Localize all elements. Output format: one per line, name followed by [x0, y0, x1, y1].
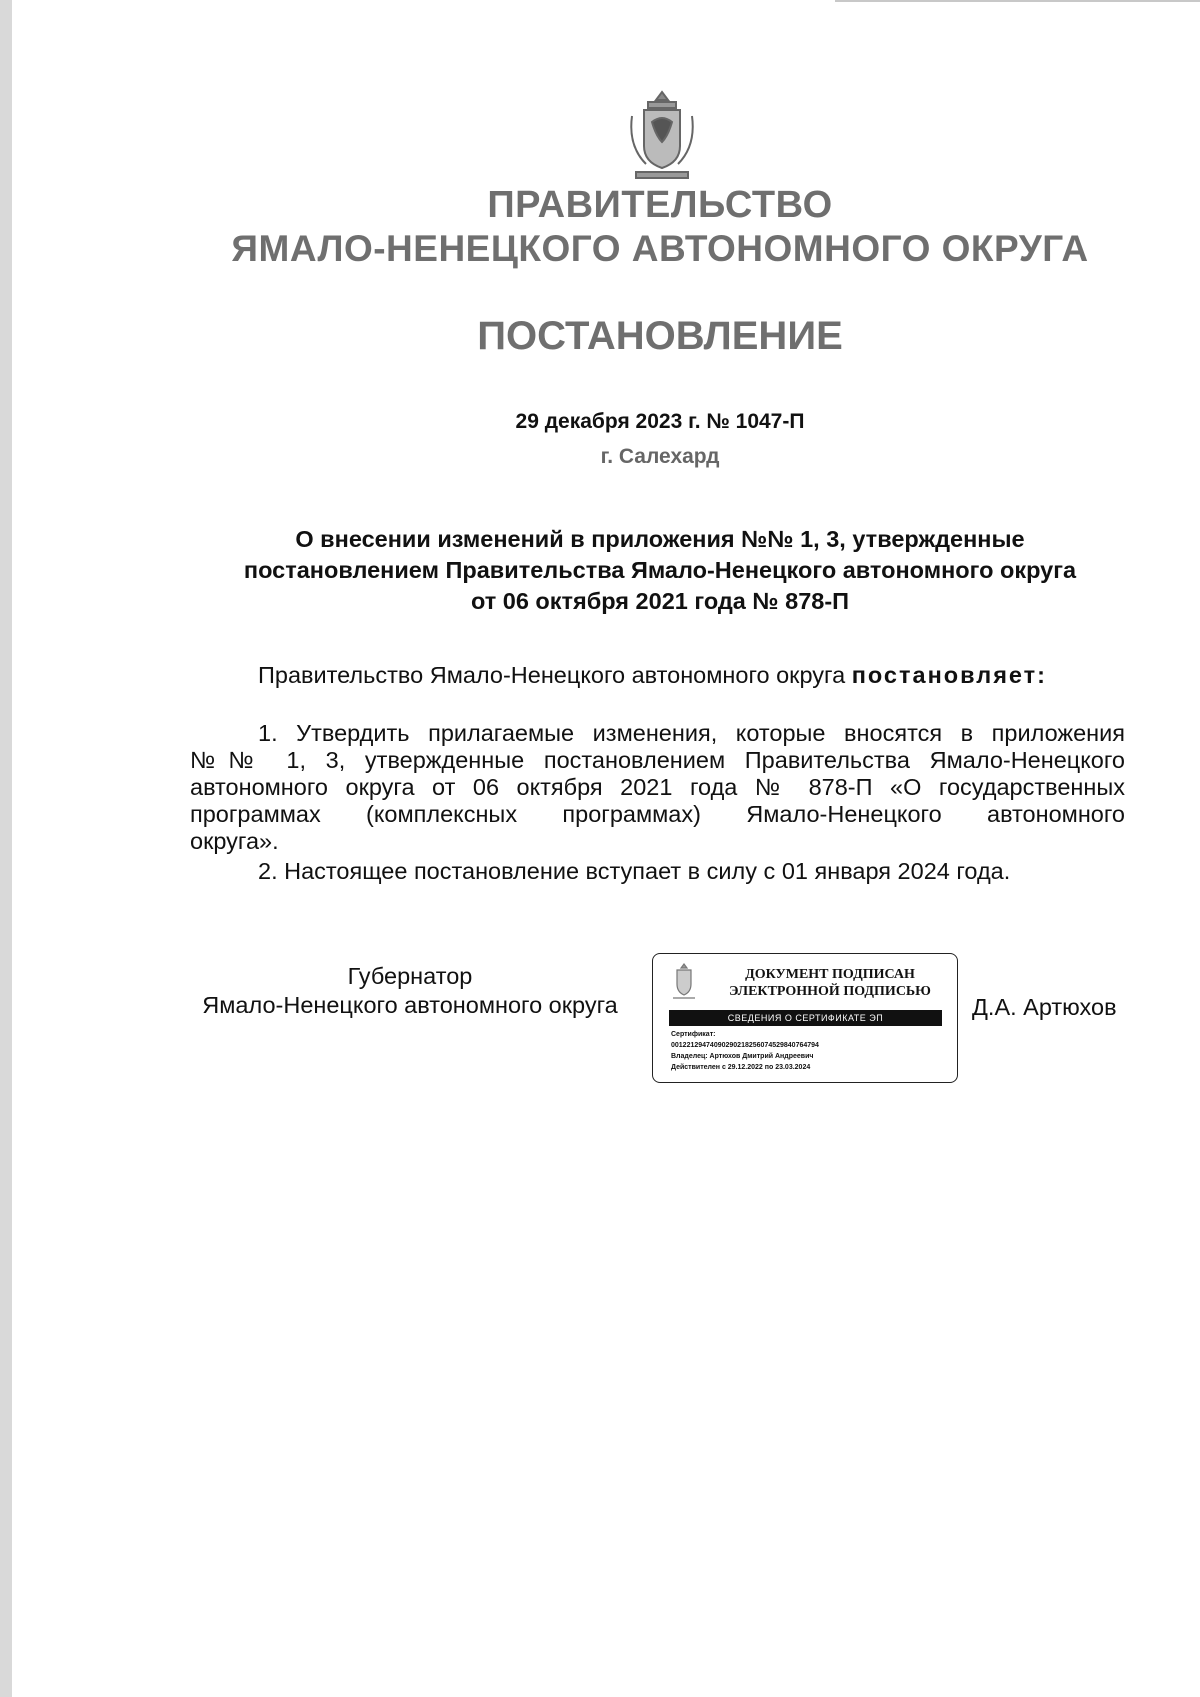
- stamp-title-line1: ДОКУМЕНТ ПОДПИСАН: [745, 967, 915, 982]
- document-type-heading: ПОСТАНОВЛЕНИЕ: [477, 314, 843, 358]
- certificate-info-bar: СВЕДЕНИЯ О СЕРТИФИКАТЕ ЭП: [669, 1010, 942, 1026]
- document-date-number: 29 декабря 2023 г. № 1047-П: [515, 410, 805, 433]
- coat-of-arms-emblem: [622, 88, 702, 184]
- clause-1-line: округа».: [190, 828, 279, 854]
- government-title-line2: ЯМАЛО-НЕНЕЦКОГО АВТОНОМНОГО ОКРУГА: [231, 228, 1089, 269]
- signatory-position: [180, 962, 640, 1020]
- subject-title-line1: О внесении изменений в приложения №№ 1, 3, утвержденные: [295, 526, 1025, 552]
- preamble-text: Правительство Ямало-Ненецкого автономного округа: [258, 662, 846, 688]
- clause-1-line: автономного округа от 06 октября 2021 года № 878-П «О государственных: [190, 774, 1125, 800]
- subject-title-line2: постановлением Правительства Ямало-Ненецкого автономного округа: [243, 557, 1077, 583]
- stamp-title-line2: ЭЛЕКТРОННОЙ ПОДПИСЬЮ: [729, 984, 931, 999]
- document-city: г. Салехард: [600, 445, 720, 468]
- stamp-emblem-icon: [669, 962, 699, 1002]
- decree-word: постановляет:: [851, 662, 1047, 688]
- clause-2: 2. Настоящее постановление вступает в силу с 01 января 2024 года.: [258, 858, 1011, 884]
- certificate-details: [671, 1029, 819, 1073]
- certificate-label: Сертификат:: [671, 1031, 716, 1038]
- scan-top-line: [835, 0, 1200, 2]
- signatory-name: Д.А. Артюхов: [972, 994, 1117, 1020]
- preamble-paragraph: [258, 662, 1047, 689]
- clause-1: [190, 720, 1125, 855]
- document-subject-title: [180, 524, 1140, 617]
- certificate-validity: Действителен с 29.12.2022 по 23.03.2024: [671, 1064, 811, 1071]
- clause-1-line: 1. Утвердить прилагаемые изменения, которые вносятся в приложения: [258, 720, 1125, 746]
- clause-1-line: программах (комплексных программах) Ямало-Ненецкого автономного: [190, 801, 1125, 827]
- clause-1-line: №№ 1, 3, утвержденные постановлением Правительства Ямало-Ненецкого: [190, 747, 1125, 773]
- signatory-position-line2: Ямало-Ненецкого автономного округа: [202, 992, 618, 1018]
- certificate-owner: Владелец: Артюхов Дмитрий Андреевич: [671, 1053, 814, 1060]
- signatory-position-line1: Губернатор: [347, 963, 473, 989]
- subject-title-line3: от 06 октября 2021 года № 878-П: [470, 588, 850, 614]
- certificate-number: 00122129474090290218256074529840764794: [671, 1042, 819, 1049]
- electronic-signature-stamp: [652, 953, 958, 1083]
- government-title-line1: ПРАВИТЕЛЬСТВО: [487, 184, 833, 226]
- stamp-title: [715, 966, 945, 1000]
